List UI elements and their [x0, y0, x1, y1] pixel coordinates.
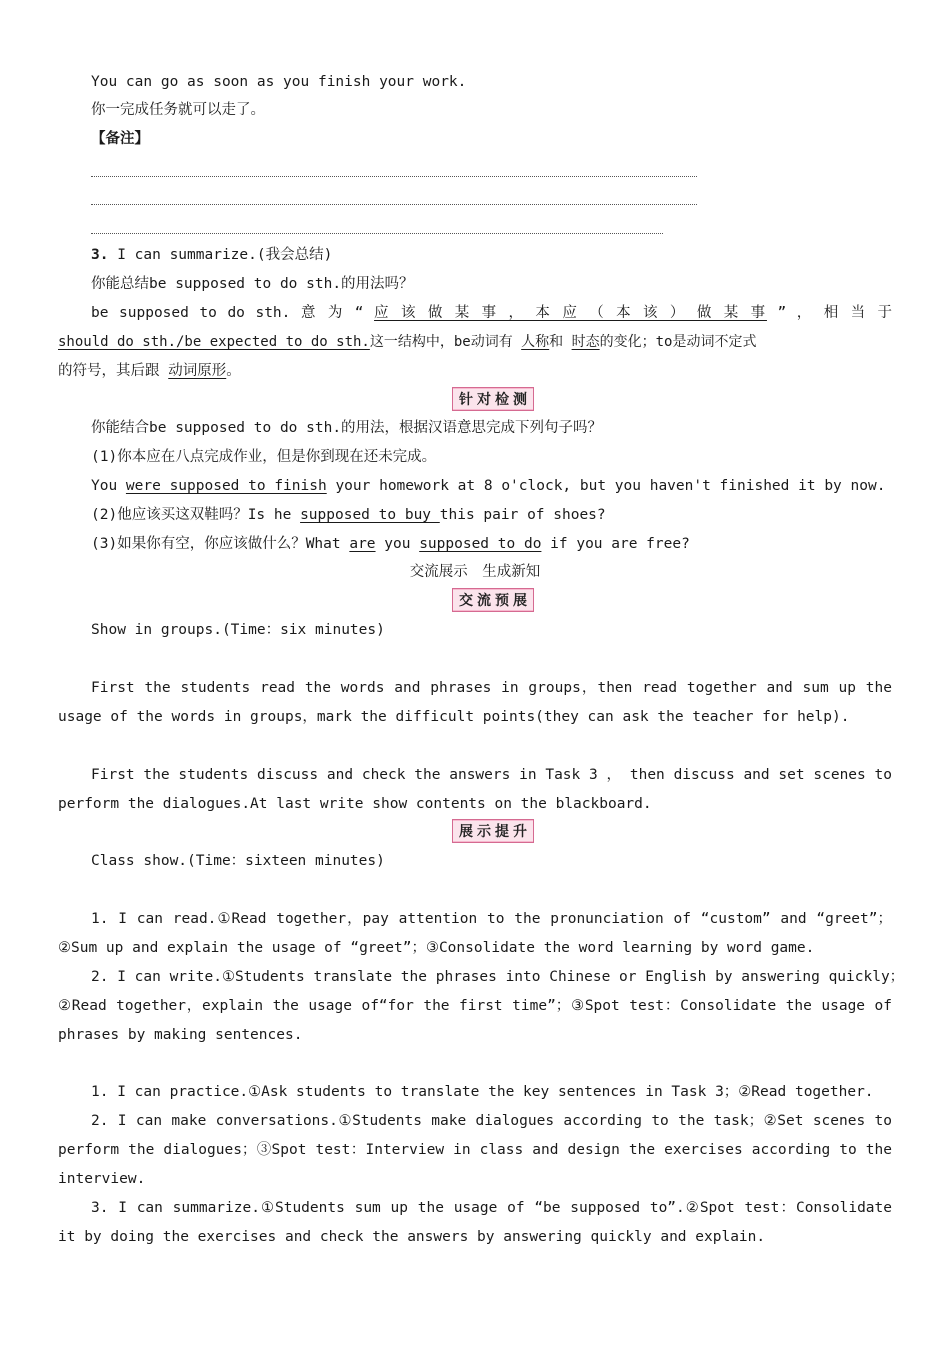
para-text: ” ， 相 当 于	[766, 305, 893, 321]
show-item-write-line-3: phrases by making sentences.	[58, 1027, 303, 1043]
answer-blank: supposed to do	[419, 536, 542, 552]
summarize-heading	[91, 245, 892, 265]
question-text: (2)他应该买这双鞋吗？Is he	[91, 507, 301, 523]
notes-line-1	[91, 176, 697, 177]
show-item-read-line-1: 1. I can read.①Read together，pay attention to the pronunciation of “custom” and “greet”；	[91, 911, 892, 927]
answer-blank: are	[349, 536, 376, 552]
question-text: (3)如果你有空，你应该做什么？What	[91, 536, 350, 552]
summarize-para-line-2	[58, 332, 892, 352]
section-badge-exchange	[452, 588, 534, 612]
question-text: your homework at 8 o'clock, but you haven't finished it by now.	[326, 478, 886, 494]
para-text: 这一结构中，be动词有	[369, 334, 522, 350]
show-item-conversations-line-2: perform the dialogues；③Spot test：Interview in class and design the exercises according to the	[58, 1142, 892, 1158]
example-sentence-cn: 你一完成任务就可以走了。	[91, 102, 265, 118]
exchange-time: Show in groups.(Time：six minutes)	[91, 622, 385, 638]
para-text: 的符号，其后跟	[58, 363, 169, 379]
question-text: if you are free?	[541, 536, 690, 552]
notes-line-3	[91, 233, 663, 234]
show-item-write-line-2: ②Read together，explain the usage of“for the first time”；③Spot test：Consolidate the usage of	[58, 998, 892, 1014]
show-time: Class show.(Time：sixteen minutes)	[91, 853, 385, 869]
para-text: 和	[549, 334, 572, 350]
show-item-summarize-line-1: 3. I can summarize.①Students sum up the usage of “be supposed to”.②Spot test：Consolidate	[91, 1200, 892, 1216]
para-text: 。	[226, 363, 241, 379]
example-sentence-en: You can go as soon as you finish your work.	[91, 74, 467, 90]
answer-blank: should do sth./be expected to do sth.	[58, 334, 370, 350]
section-badge-show	[452, 819, 534, 843]
section-badge-check	[452, 387, 534, 411]
notes-label: 【备注】	[91, 131, 149, 147]
answer-blank: 人称	[521, 334, 550, 350]
answer-blank: 时态	[571, 334, 600, 350]
badge-label: 针对检测	[453, 389, 533, 409]
summarize-para-line-1	[91, 303, 892, 323]
exchange-para-2-line-1: First the students discuss and check the answers in Task 3 ， then discuss and set scenes to	[91, 767, 892, 783]
show-item-write-line-1: 2. I can write.①Students translate the phrases into Chinese or English by answering quickly；	[91, 969, 905, 985]
para-text: 的变化；to是动词不定式	[599, 334, 757, 350]
badge-label: 展示提升	[453, 821, 533, 841]
exchange-para-1-line-1: First the students read the words and phrases in groups，then read together and sum up the	[91, 680, 892, 696]
question-2	[91, 505, 892, 525]
summarize-heading-number: 3.	[91, 247, 109, 263]
show-item-practice-line-1: 1. I can practice.①Ask students to translate the key sentences in Task 3；②Read together.	[91, 1084, 874, 1100]
exchange-para-1-line-2: usage of the words in groups，mark the difficult points(they can ask the teacher for help).	[58, 709, 850, 725]
show-item-read-line-2: ②Sum up and explain the usage of “greet”；③Consolidate the word learning by word game.	[58, 940, 815, 956]
para-text: be supposed to do sth. 意 为 “	[91, 305, 375, 321]
question-3	[91, 534, 892, 554]
answer-blank: supposed to buy	[300, 507, 440, 523]
question-1-en	[91, 476, 892, 496]
show-item-summarize-line-2: it by doing the exercises and check the answers by answering quickly and explain.	[58, 1229, 766, 1245]
question-text: this pair of shoes?	[439, 507, 606, 523]
check-prompt: 你能结合be supposed to do sth.的用法，根据汉语意思完成下列句子吗？	[91, 420, 603, 436]
exchange-para-2-line-2: perform the dialogues.At last write show contents on the blackboard.	[58, 796, 652, 812]
question-1-cn: (1)你本应在八点完成作业，但是你到现在还未完成。	[91, 449, 437, 465]
question-text: you	[375, 536, 420, 552]
summarize-question: 你能总结be supposed to do sth.的用法吗？	[91, 276, 414, 292]
show-item-conversations-line-1: 2. I can make conversations.①Students make dialogues according to the task；②Set scenes to	[91, 1113, 892, 1129]
notes-line-2	[91, 204, 697, 205]
badge-label: 交流预展	[453, 590, 533, 610]
summarize-heading-text: I can summarize.(我会总结)	[108, 247, 333, 263]
answer-blank: 应 该 做 某 事 ， 本 应 （ 本 该 ） 做 某 事	[374, 305, 767, 321]
answer-blank: 动词原形	[168, 363, 227, 379]
section-title: 交流展示 生成新知	[409, 564, 541, 580]
question-text: You	[91, 478, 126, 494]
show-item-conversations-line-3: interview.	[58, 1171, 146, 1187]
answer-blank: were supposed to finish	[125, 478, 327, 494]
summarize-para-line-3	[58, 361, 892, 381]
